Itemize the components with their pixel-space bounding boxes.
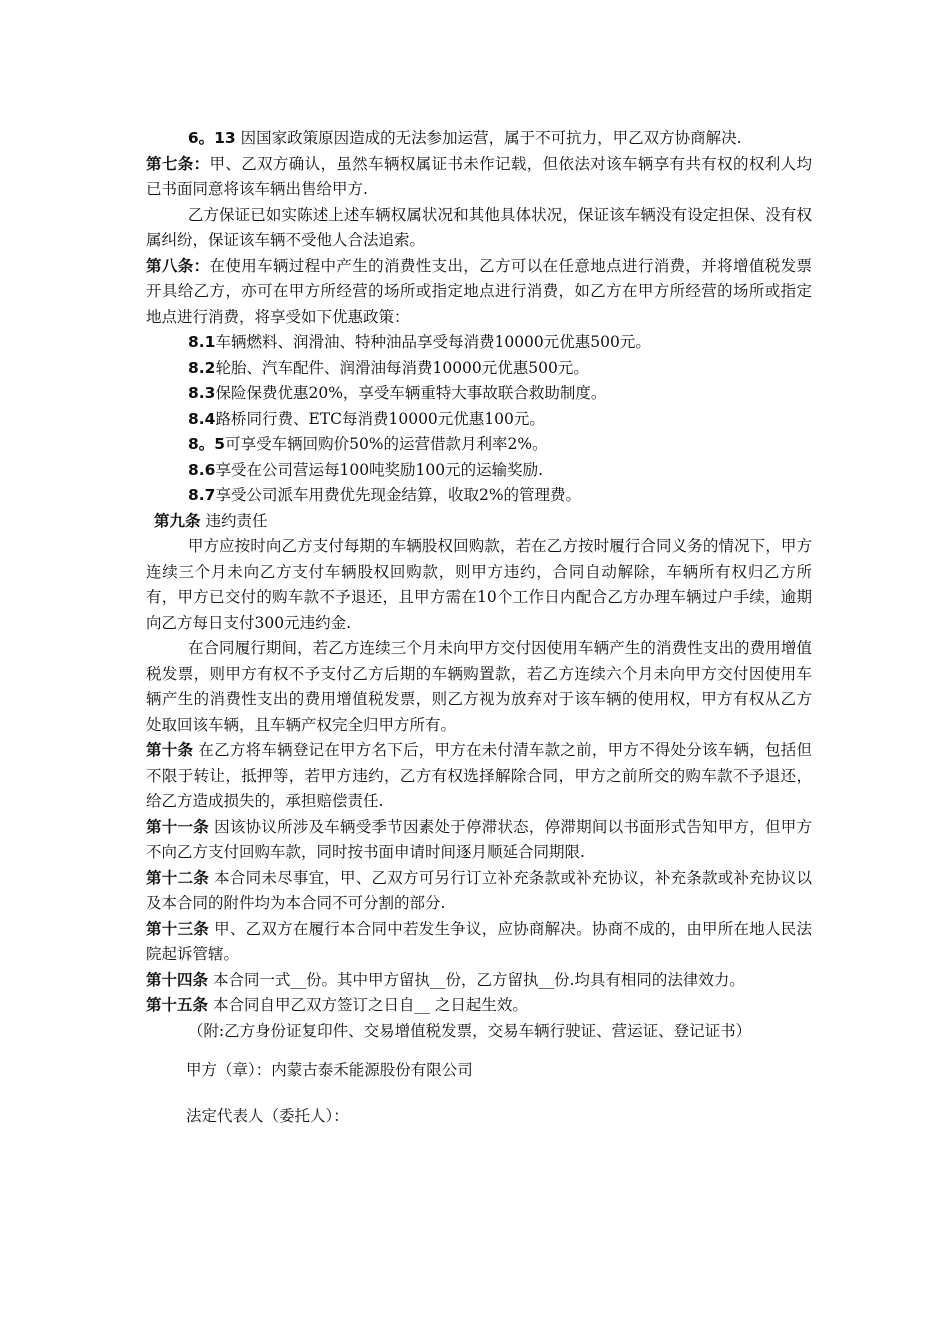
clause-14 (146, 968, 812, 994)
spacer (146, 1084, 812, 1104)
party-a-signature: 甲方（章）：内蒙古泰禾能源股份有限公司 (186, 1061, 473, 1079)
item-number: 8.3 (188, 384, 216, 402)
clause-text: 在乙方将车辆登记在甲方名下后，甲方在未付清车款之前，甲方不得处分该车辆，包括但不限于转让，抵押等，若甲方违约，乙方有权选择解除合同，甲方之前所交的购车款不予退还，给乙方造成损失的，承担赔偿责任. (146, 741, 812, 810)
clause-text: 因国家政策原因造成的无法参加运营，属于不可抗力，甲乙双方协商解决. (235, 129, 742, 147)
clause-text: 本合同未尽事宜，甲、乙双方可另行订立补充条款或补充协议，补充条款或补充协议以及本合同的附件均为本合同不可分割的部分. (146, 868, 812, 912)
clause-number: 6。13 (187, 129, 236, 147)
clause-text: 因该协议所涉及车辆受季节因素处于停滞状态，停滞期间以书面形式告知甲方，但甲方不向乙方支付回购车款，同时按书面申请时间逐月顺延合同期限. (146, 817, 812, 861)
clause-heading: 第十条 (146, 741, 194, 759)
item-text: 路桥同行费、ETC每消费10000元优惠100元。 (215, 409, 545, 428)
clause-text: 本合同自甲乙双方签订之日自__ 之日起生效。 (208, 996, 528, 1014)
legal-representative-signature: 法定代表人（委托人）： (186, 1106, 349, 1125)
clause-7-paragraph-2: 乙方保证已如实陈述上述车辆权属状况和其他具体状况，保证该车辆没有设定担保、没有权属纠纷，保证该车辆不受他人合法追索。 (146, 205, 812, 249)
contract-body (146, 126, 812, 1129)
clause-heading: 第八条： (146, 256, 210, 275)
item-text: 保险保费优惠20%，享受车辆重特大事故联合救助制度。 (215, 384, 607, 402)
clause-10 (146, 738, 812, 815)
item-number: 8.7 (188, 486, 216, 504)
clause-heading: 第十五条 (146, 996, 209, 1014)
clause-8-item (146, 407, 812, 433)
clause-text: 在使用车辆过程中产生的消费性支出，乙方可以在任意地点进行消费，并将增值税发票开具给乙方，亦可在甲方所经营的场所或指定地点进行消费，如乙方在甲方所经营的场所或指定地点进行消费，将享受如下优惠政策： (146, 256, 812, 326)
spacer (146, 1044, 812, 1058)
clause-text: 本合同一式__份。其中甲方留执__份，乙方留执__份.均具有相同的法律效力。 (208, 970, 745, 989)
clause-heading: 第十四条 (146, 970, 209, 989)
clause-8-item (146, 458, 812, 484)
item-number: 8.6 (188, 460, 216, 479)
item-text: 轮胎、汽车配件、润滑油每消费10000元优惠500元。 (215, 358, 589, 377)
clause-6-13 (146, 126, 812, 152)
item-number: 8。5 (188, 435, 226, 453)
clause-13 (146, 917, 812, 968)
clause-heading: 第九条 (154, 511, 201, 530)
clause-8-item (146, 483, 812, 509)
clause-text: 甲、乙双方在履行本合同中若发生争议，应协商解决。协商不成的，由甲所在地人民法院起诉管辖。 (146, 919, 812, 963)
clause-8-item (146, 356, 812, 382)
clause-9-paragraph-1: 甲方应按时向乙方支付每期的车辆股权回购款，若在乙方按时履行合同义务的情况下，甲方连续三个月未向乙方支付车辆股权回购款，则甲方违约，合同自动解除，车辆所有权归乙方所有，甲方已交付的购车款不予退还，且甲方需在10个工作日内配合乙方办理车辆过户手续，逾期向乙方每日支付300元违约金. (146, 537, 812, 632)
clause-8-item (146, 432, 812, 458)
clause-heading: 第七条： (146, 154, 210, 173)
attachment-note: （附:乙方身份证复印件、交易增值税发票，交易车辆行驶证、营运证、登记证书） (187, 1021, 752, 1040)
item-text: 车辆燃料、润滑油、特种油品享受每消费10000元优惠500元。 (215, 333, 651, 351)
clause-7 (146, 152, 812, 203)
clause-12 (146, 866, 812, 917)
item-text: 享受公司派车用费优先现金结算，收取2%的管理费。 (215, 486, 582, 504)
clause-heading: 第十二条 (146, 868, 209, 887)
clause-title: 违约责任 (200, 511, 268, 530)
clause-11 (146, 815, 812, 866)
clause-8-item (146, 381, 812, 407)
clause-15 (146, 993, 812, 1019)
clause-9-heading (146, 509, 812, 535)
clause-8 (146, 254, 812, 331)
item-text: 享受在公司营运每100吨奖励100元的运输奖励. (215, 460, 544, 479)
clause-heading: 第十一条 (146, 817, 209, 836)
item-number: 8.2 (188, 358, 216, 377)
clause-9-paragraph-2: 在合同履行期间，若乙方连续三个月未向甲方交付因使用车辆产生的消费性支出的费用增值税发票，则甲方有权不予支付乙方后期的车辆购置款，若乙方连续六个月未向甲方交付因使用车辆产生的消费性支出的费用增值税发票，则乙方视为放弃对于该车辆的使用权，甲方有权从乙方处取回该车辆，且车辆产权完全归甲方所有。 (146, 639, 812, 734)
clause-heading: 第十三条 (146, 919, 209, 938)
item-number: 8.1 (188, 333, 216, 351)
item-number: 8.4 (188, 409, 216, 428)
item-text: 可享受车辆回购价50%的运营借款月利率2%。 (225, 435, 548, 453)
clause-text: 甲、乙双方确认，虽然车辆权属证书未作记载，但依法对该车辆享有共有权的权利人均已书面同意将该车辆出售给甲方. (146, 154, 812, 198)
clause-8-item (146, 330, 812, 356)
